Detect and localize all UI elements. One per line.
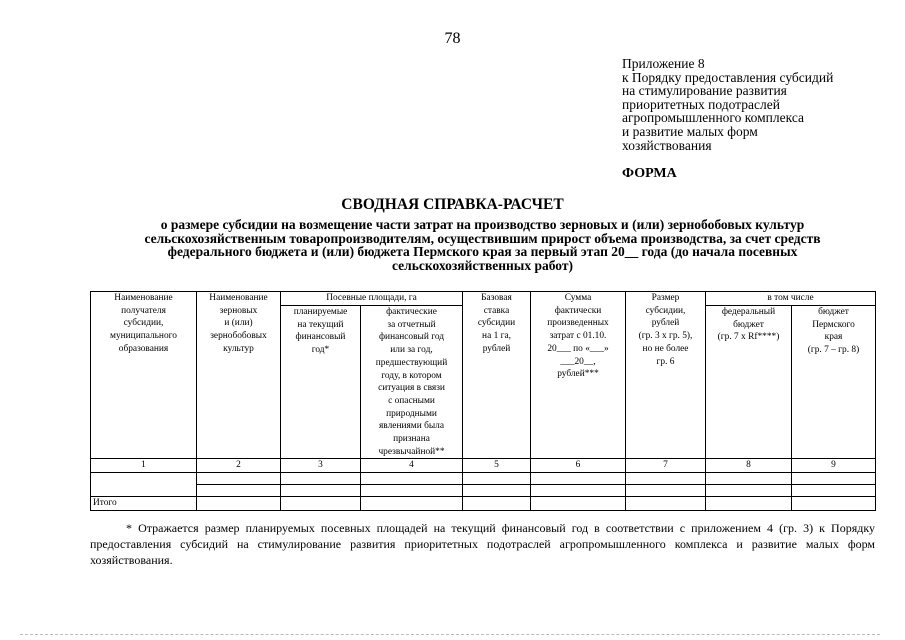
header-actual-costs <box>531 292 626 459</box>
column-number: 6 <box>531 459 626 473</box>
header-federal-budget <box>706 306 792 459</box>
header-line: (гр. 3 х гр. 5), <box>638 331 693 342</box>
appendix-line: к Порядку предоставления субсидий <box>622 69 834 85</box>
appendix-line: на стимулирование развития <box>622 83 787 99</box>
header-line: бюджет <box>733 319 764 330</box>
header-regional-budget <box>792 306 876 459</box>
table-cell <box>531 497 626 511</box>
table-cell <box>281 497 361 511</box>
header-recipient <box>91 292 197 459</box>
appendix-line: хозяйствования <box>622 137 712 153</box>
header-line: фактически <box>554 305 602 316</box>
column-number: 7 <box>626 459 706 473</box>
header-base-rate <box>463 292 531 459</box>
table-cell <box>626 485 706 497</box>
header-planned-area <box>281 306 361 459</box>
table-cell <box>197 473 281 485</box>
header-line: рублей*** <box>557 369 599 380</box>
header-line: (гр. 7 х Rf****) <box>717 332 780 343</box>
appendix-line: и развитие малых форм <box>622 123 758 139</box>
header-line: за отчетный <box>387 319 436 330</box>
total-row <box>91 497 876 511</box>
document-subtitle <box>90 218 875 272</box>
header-line: финансовый год <box>378 332 445 343</box>
header-sown-areas: Посевные площади, га <box>281 292 463 306</box>
header-crops <box>197 292 281 459</box>
header-line: зерновых <box>219 305 258 316</box>
calculation-table <box>90 291 876 511</box>
subtitle-line: сельскохозяйственных работ) <box>391 257 574 273</box>
header-line: затрат с 01.10. <box>549 331 607 342</box>
table-cell <box>792 473 876 485</box>
header-line: субсидии <box>477 318 516 329</box>
empty-data-row <box>91 473 876 485</box>
header-line: получателя <box>121 305 166 316</box>
total-label: Итого <box>91 497 197 511</box>
header-line: но не более <box>642 343 689 354</box>
header-line: предшествующий <box>375 357 448 368</box>
subtitle-line: сельскохозяйственным товаропроизводителям, осуществившим прирост объема производства, за счет средств <box>144 230 821 246</box>
subtitle-line: федерального бюджета и (или) бюджета Пермского края за первый этап 20__ года (до начала посевных <box>167 244 798 259</box>
appendix-line: Приложение 8 <box>622 56 705 71</box>
column-number: 5 <box>463 459 531 473</box>
header-line: планируемые <box>293 307 348 317</box>
subtitle-line: о размере субсидии на возмещение части затрат на производство зерновых и (или) зернобобовых культур <box>160 217 805 232</box>
table-cell <box>463 485 531 497</box>
document-title: СВОДНАЯ СПРАВКА-РАСЧЕТ <box>341 196 564 213</box>
column-number: 4 <box>361 459 463 473</box>
footnote: * Отражается размер планируемых посевных площадей на текущий финансовый год в соответствии с приложением 4 (гр. 3) к Порядку предоставления субсидий на стимулирование развития приоритетных подотраслей агропромышленного комплекса и развитие малых форм хозяйствования. <box>90 521 875 567</box>
header-including: в том числе <box>706 292 876 306</box>
header-line: Наименование <box>209 293 268 303</box>
header-line: ставка <box>483 305 510 316</box>
table-cell <box>792 497 876 511</box>
form-label: ФОРМА <box>622 166 677 181</box>
header-line: явлениями была <box>378 421 444 432</box>
header-line: финансовый <box>295 332 346 343</box>
header-line: на 1 га, <box>482 331 511 342</box>
header-line: чрезвычайной** <box>378 446 445 457</box>
table-cell <box>91 485 197 497</box>
table-cell <box>792 485 876 497</box>
table-cell <box>197 485 281 497</box>
header-line: края <box>824 332 843 343</box>
table-cell <box>626 473 706 485</box>
header-line: рублей <box>651 318 680 329</box>
appendix-reference <box>622 57 892 152</box>
header-line: субсидии, <box>645 305 686 316</box>
column-number: 2 <box>197 459 281 473</box>
header-line: произведенных <box>547 318 609 329</box>
table-cell <box>706 473 792 485</box>
table-cell <box>361 485 463 497</box>
table-cell <box>281 485 361 497</box>
header-actual-area <box>361 306 463 459</box>
header-line: и (или) <box>224 318 253 329</box>
column-number: 3 <box>281 459 361 473</box>
table-cell <box>361 497 463 511</box>
header-line: (гр. 7 – гр. 8) <box>807 345 860 356</box>
header-line: признана <box>393 434 430 445</box>
header-line: или за год, <box>390 345 433 356</box>
column-number: 8 <box>706 459 792 473</box>
header-line: год* <box>311 345 330 356</box>
header-line: бюджет <box>818 307 849 317</box>
empty-data-row <box>91 485 876 497</box>
page-number: 78 <box>444 30 461 47</box>
table-cell <box>197 497 281 511</box>
table-cell <box>706 497 792 511</box>
page-cut-line <box>20 634 880 635</box>
header-line: фактические <box>386 307 437 317</box>
header-line: федеральный <box>721 307 776 317</box>
header-line: зернобобовых <box>210 331 267 342</box>
header-line: культур <box>223 343 254 354</box>
appendix-line: агропромышленного комплекса <box>622 110 804 126</box>
header-line: ___20__, <box>560 356 596 367</box>
table-cell <box>281 473 361 485</box>
column-number-row <box>91 459 876 473</box>
table-cell <box>706 485 792 497</box>
header-line: 20___ по «___» <box>547 343 609 354</box>
column-number: 9 <box>792 459 876 473</box>
table-cell <box>463 473 531 485</box>
header-line: Размер <box>651 293 680 303</box>
table-cell <box>361 473 463 485</box>
table-cell <box>91 473 197 485</box>
table-cell <box>531 485 626 497</box>
header-line: году, в котором <box>381 370 442 381</box>
header-subsidy-amount <box>626 292 706 459</box>
table-cell <box>626 497 706 511</box>
header-line: с опасными <box>388 395 435 406</box>
header-line: субсидии, <box>123 318 164 329</box>
table-cell <box>531 473 626 485</box>
header-line: на текущий <box>297 319 344 330</box>
header-line: ситуация в связи <box>378 383 445 394</box>
header-line: образования <box>118 343 169 354</box>
header-line: муниципального <box>110 331 177 342</box>
header-line: Базовая <box>481 293 512 303</box>
column-number: 1 <box>91 459 197 473</box>
header-line: рублей <box>482 343 511 354</box>
appendix-line: приоритетных подотраслей <box>622 96 780 112</box>
header-line: природными <box>386 408 437 419</box>
header-line: Сумма <box>564 293 592 303</box>
header-line: Пермского <box>812 319 855 330</box>
header-line: Наименование <box>114 293 173 303</box>
header-line: гр. 6 <box>656 356 675 367</box>
table-cell <box>463 497 531 511</box>
